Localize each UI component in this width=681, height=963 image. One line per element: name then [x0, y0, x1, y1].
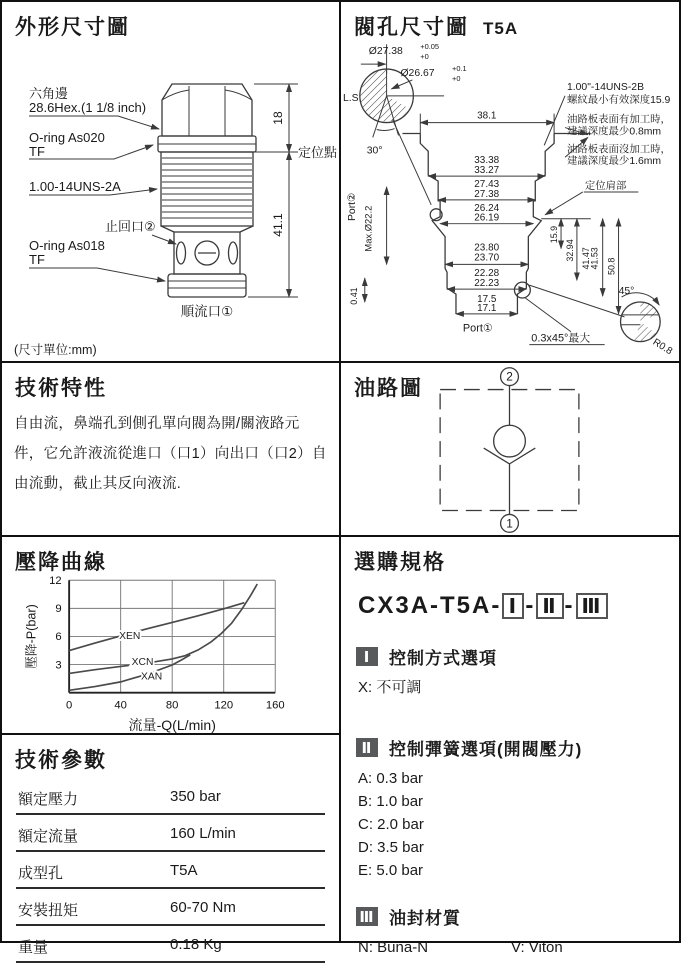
curve-label-XAN: XAN	[140, 671, 163, 683]
shoulder-label: 定位肩部	[584, 180, 627, 192]
param-label: 安裝扭矩	[18, 902, 79, 919]
dim-w6a: 22.28	[474, 268, 500, 280]
option-item: C: 2.0 bar	[358, 816, 424, 833]
param-row	[16, 889, 325, 926]
option-item: N: Buna-N	[358, 939, 429, 956]
y-tick-label: 6	[55, 631, 62, 644]
section-title: 技術參數	[15, 749, 107, 772]
section-outline-dimensions	[2, 2, 339, 363]
cavity-code: T5A	[483, 19, 519, 38]
param-value: 160 L/min	[170, 825, 236, 842]
oring020-tf-label: TF	[29, 144, 45, 159]
option-item: B: 1.0 bar	[358, 793, 424, 810]
group-numeral-chip: Ⅱ	[356, 738, 378, 757]
option-item: D: 3.5 bar	[358, 839, 424, 856]
group-heading-text: 油封材質	[389, 909, 461, 928]
port1-label: Port①	[462, 322, 493, 335]
ls-label: L.S.	[342, 92, 362, 104]
model-separator: -	[564, 592, 575, 619]
model-box-2: Ⅱ	[536, 593, 563, 619]
model-separator: -	[525, 592, 536, 619]
features-paragraph: 自由流，鼻端孔到側孔單向閥為開/關液路元件，它允許液流從進口（口1）向出口（口2）自由流動，截止其反向液流.	[14, 416, 327, 492]
oring018-label: O-ring As018	[29, 238, 105, 253]
y-tick-label: 12	[49, 574, 62, 587]
dim-w3b: 27.38	[474, 188, 500, 200]
param-row	[16, 926, 325, 963]
dim-w1: 38.1	[477, 110, 497, 122]
param-value: 60-70 Nm	[170, 899, 236, 916]
x-tick-label: 0	[66, 699, 73, 712]
max-dia-label: Max.Ø22.2	[362, 205, 374, 252]
valve-outline-drawing	[2, 60, 343, 362]
dia2-label: Ø26.67	[400, 67, 435, 79]
section-title: 油路圖	[354, 377, 423, 400]
x-tick-label: 40	[114, 699, 127, 712]
pressure-drop-chart	[20, 569, 330, 747]
section-cavity-dimensions	[341, 2, 679, 363]
angle30-label: 30°	[366, 145, 383, 157]
dim-w2a: 33.38	[474, 155, 500, 167]
chamfer-note: 0.3x45°最大	[531, 332, 591, 345]
section-pressure-curves	[2, 537, 339, 735]
dia2-tol-bot: +0	[452, 73, 461, 83]
section-ordering	[341, 537, 679, 956]
y-tick-label: 9	[55, 603, 62, 616]
cavity-right-annotations	[544, 82, 671, 215]
param-value: 0.18 Kg	[170, 936, 222, 953]
section-title: 外形尺寸圖	[15, 16, 130, 39]
cavity-vertical-dimensions	[549, 219, 618, 314]
cavity-drawing	[341, 16, 679, 360]
option-group-spring	[356, 735, 664, 882]
thread-note-2: 螺紋最小有效深度15.9	[566, 94, 671, 106]
group-numeral-chip: Ⅲ	[356, 907, 378, 926]
dim-w7b: 17.1	[477, 302, 497, 314]
unmachined-note-2: 建議深度最少1.6mm	[566, 156, 662, 168]
section-title	[341, 2, 679, 41]
model-separator: -	[491, 592, 502, 619]
option-list	[358, 936, 664, 959]
option-item: E: 5.0 bar	[358, 862, 424, 879]
dim-w6b: 22.23	[474, 278, 500, 290]
left-column	[2, 2, 341, 956]
option-list	[358, 767, 664, 882]
section-features	[2, 363, 339, 537]
dia2-tol-top: +0.1	[452, 64, 467, 74]
param-label: 重量	[18, 939, 49, 956]
param-label: 額定流量	[18, 828, 79, 845]
x-tick-label: 80	[165, 699, 179, 712]
param-label: 額定壓力	[18, 791, 79, 808]
section-title: 技術特性	[15, 377, 107, 400]
option-item: V: Viton	[511, 939, 563, 956]
param-value: T5A	[170, 862, 198, 879]
dim-w2b: 33.27	[474, 165, 500, 177]
option-item: A: 0.3 bar	[358, 770, 424, 787]
group-heading-text: 控制方式選項	[389, 649, 497, 668]
ordering-body	[341, 592, 679, 959]
chart-gridlines	[69, 580, 275, 692]
param-row	[16, 778, 325, 815]
chart-tick-labels	[49, 575, 284, 712]
dia1-tol-top: +0.05	[420, 42, 440, 52]
dim-v2: 32.94	[564, 239, 575, 262]
check-port-label: 止回口②	[105, 219, 156, 234]
thread-note-1: 1.00"-14UNS-2B	[566, 81, 645, 93]
dim-v1: 15.9	[549, 225, 560, 244]
option-item: X: 不可調	[358, 679, 422, 696]
dim-w4b: 26.19	[474, 212, 500, 224]
model-box-1: Ⅰ	[502, 593, 524, 619]
unit-note: (尺寸單位:mm)	[14, 343, 97, 357]
hex-size-label: 28.6Hex.(1 1/8 inch)	[29, 100, 147, 115]
dim-w4a: 26.24	[474, 202, 500, 214]
curve-XEN	[69, 603, 244, 651]
x-tick-label: 120	[214, 699, 234, 712]
section-parameters	[2, 735, 339, 956]
oring020-label: O-ring As020	[29, 130, 105, 145]
r08-label: R0.8	[650, 336, 675, 358]
dim-w7a: 17.5	[477, 293, 497, 305]
unmachined-note-1: 油路板表面沒加工時，	[566, 144, 671, 156]
machined-note-1: 油路板表面有加工時，	[566, 114, 671, 126]
dia1-label: Ø27.38	[368, 46, 403, 58]
dim-w5a: 23.80	[474, 242, 500, 254]
dim-v4: 50.8	[606, 257, 617, 275]
flow-port-label: 順流口①	[180, 304, 234, 319]
dim-v3b: 41.53	[589, 247, 600, 270]
section-title: 選購規格	[354, 551, 446, 574]
circuit-port-1: 1	[506, 516, 513, 531]
section-circuit-diagram	[341, 363, 679, 537]
locating-point-label: 定位點	[298, 145, 338, 160]
y-tick-label: 3	[55, 659, 62, 672]
curve-XCN	[69, 584, 257, 673]
dim-18: 18	[271, 111, 285, 125]
circuit-port-2: 2	[506, 369, 513, 384]
group-numeral-chip: Ⅰ	[356, 647, 378, 666]
hex-label: 六角邊	[29, 86, 69, 101]
curve-label-XCN: XCN	[131, 657, 154, 669]
right-column	[341, 2, 679, 956]
cavity-detail-circle-bottom	[619, 286, 675, 357]
group-heading-text: 控制彈簧選項(開閥壓力)	[389, 740, 583, 759]
param-label: 成型孔	[18, 865, 64, 882]
param-value: 350 bar	[170, 788, 221, 805]
x-axis-title: 流量-Q(L/min)	[128, 717, 216, 734]
option-group-control	[356, 644, 664, 699]
cavity-left-labels	[347, 187, 387, 305]
group-heading	[356, 735, 664, 760]
dim-w5b: 23.70	[474, 252, 500, 264]
param-row	[16, 815, 325, 852]
option-list	[358, 676, 664, 699]
y-axis-title: 壓降-P(bar)	[24, 604, 39, 669]
thread-spec-label: 1.00-14UNS-2A	[29, 179, 121, 194]
model-box-3: Ⅲ	[576, 593, 609, 619]
curve-label-XEN: XEN	[119, 630, 141, 642]
x-tick-label: 160	[265, 699, 285, 712]
dim-v3a: 41.47	[580, 247, 591, 270]
model-prefix: CX3A-T5A	[358, 592, 492, 619]
oring018-tf-label: TF	[29, 252, 45, 267]
cavity-title: 閥孔尺寸圖	[354, 16, 469, 39]
chart-curves	[69, 584, 257, 690]
option-group-seal	[356, 904, 664, 959]
param-row	[16, 852, 325, 889]
port2-label: Port②	[346, 192, 358, 222]
params-table	[16, 778, 325, 963]
group-heading	[356, 644, 664, 669]
dia1-tol-bot: +0	[420, 52, 429, 62]
angle45-label: 45°	[618, 286, 635, 298]
group-heading	[356, 904, 664, 929]
valve-body-shape	[158, 84, 256, 297]
dim-w3a: 27.43	[474, 179, 500, 191]
machined-note-2: 建議深度最少0.8mm	[566, 126, 662, 138]
model-code	[358, 592, 664, 620]
depth-041-label: 0.41	[348, 287, 359, 305]
dim-41-1: 41.1	[271, 213, 285, 237]
section-title: 壓降曲線	[15, 551, 107, 574]
